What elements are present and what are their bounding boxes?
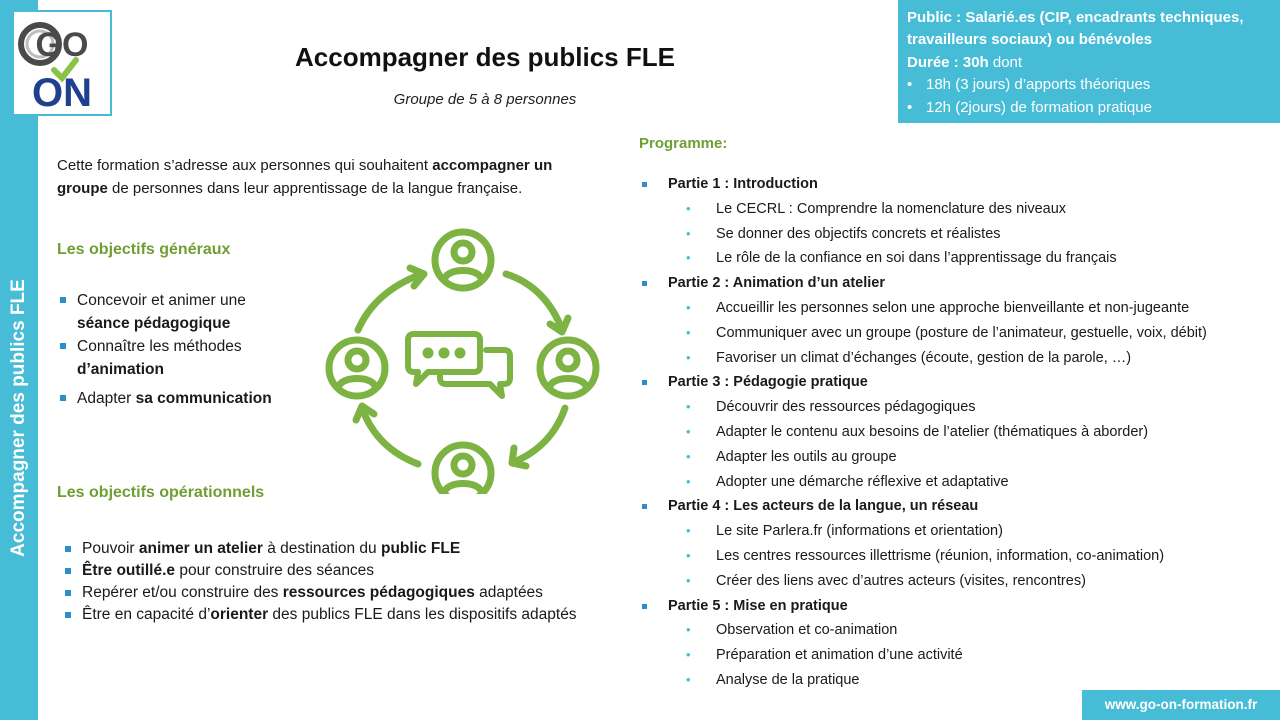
page-title: Accompagner des publics FLE [295, 42, 675, 72]
list-item [62, 560, 602, 582]
programme-item: • Observation et co-animation [640, 618, 1270, 643]
programme-item: • Se donner des objectifs concrets et réalistes [640, 222, 1270, 247]
item-bold: public FLE [380, 540, 461, 557]
objectifs-generaux-title: Les objectifs généraux [57, 241, 231, 258]
logo [12, 10, 112, 116]
programme-item: • Découvrir des ressources pédagogiques [640, 395, 1270, 420]
logo-go-text: GO [35, 26, 89, 64]
intro-bold: accompagner un [432, 157, 553, 174]
programme-item: • Adapter les outils au groupe [640, 445, 1270, 470]
programme-item: • Le site Parlera.fr (informations et orientation) [640, 519, 1270, 544]
public-line2: travailleurs sociaux) ou bénévoles [907, 31, 1153, 49]
programme-part: Partie 4 : Les acteurs de la langue, un réseau [640, 494, 1270, 519]
item-bold: ressources pédagogiques [282, 584, 475, 601]
item-text: Pouvoir [82, 540, 139, 557]
programme-item: • Les centres ressources illettrisme (réunion, information, co-animation) [640, 544, 1270, 569]
item-text: Connaître les méthodes [77, 338, 242, 355]
people-cycle-icon [318, 226, 604, 494]
intro-bold: groupe [57, 180, 108, 197]
programme-item: • Communiquer avec un groupe (posture de l’animateur, gestuelle, voix, débit) [640, 321, 1270, 346]
page-subtitle: Groupe de 5 à 8 personnes [393, 91, 577, 108]
programme-item: • Adopter une démarche réflexive et adaptative [640, 470, 1270, 495]
programme-item: • Accueillir les personnes selon une approche bienveillante et non-jugeante [640, 296, 1270, 321]
programme-item: • Le CECRL : Comprendre la nomenclature des niveaux [640, 197, 1270, 222]
programme-item: • Favoriser un climat d’échanges (écoute, gestion de la parole, …) [640, 346, 1270, 371]
objectifs-operationnels-title: Les objectifs opérationnels [57, 484, 265, 501]
public-label: Public : Salarié.es (CIP, encadrants techniques, [907, 9, 1244, 26]
list-item [57, 387, 297, 410]
item-text: à destination du [262, 540, 381, 557]
item-text: Être en capacité d’ [82, 606, 211, 623]
logo-on-text: ON [32, 71, 92, 114]
list-item [62, 604, 602, 626]
programme-part: Partie 3 : Pédagogie pratique [640, 370, 1270, 395]
person-bottom-icon [435, 445, 491, 494]
person-left-icon [329, 340, 385, 396]
info-box: Public : Salarié.es (CIP, encadrants techniques, travailleurs sociaux) ou bénévoles Durée : 30h dont • 18h (3 jours) d’apports théoriques • 12h (2jours) de formation pratique [898, 0, 1280, 123]
programme-part: Partie 2 : Animation d’un atelier [640, 271, 1270, 296]
item-bold: orienter [210, 606, 269, 623]
go-on-logo-icon [14, 12, 110, 114]
info-bullet: 12h (2jours) de formation pratique [926, 98, 1152, 116]
objectifs-generaux-list [57, 289, 297, 410]
programme-part: Partie 1 : Introduction [640, 172, 1270, 197]
item-bold: séance pédagogique [77, 315, 231, 332]
intro-text [57, 154, 607, 200]
item-text: des publics FLE dans les dispositifs adaptés [268, 606, 577, 623]
item-text: pour construire des séances [175, 562, 375, 579]
programme-part: Partie 5 : Mise en pratique [640, 594, 1270, 619]
list-item [57, 335, 297, 381]
programme-title: Programme: [639, 135, 728, 152]
person-top-icon [435, 232, 491, 288]
chat-bubbles-icon [408, 334, 510, 396]
item-text: Repérer et/ou construire des [82, 584, 283, 601]
list-item [62, 582, 602, 604]
programme-item: • Analyse de la pratique [640, 668, 1270, 693]
list-item [62, 538, 602, 560]
objectifs-operationnels-list [62, 538, 602, 626]
person-right-icon [540, 340, 596, 396]
intro-part: de personnes dans leur apprentissage de la langue française. [107, 180, 523, 197]
intro-part: Cette formation s’adresse aux personnes qui souhaitent [57, 157, 433, 174]
programme-item: • Le rôle de la confiance en soi dans l’apprentissage du français [640, 246, 1270, 271]
item-text: adaptées [474, 584, 543, 601]
item-text: Concevoir et animer une [77, 292, 246, 309]
programme-item: • Adapter le contenu aux besoins de l’atelier (thématiques à aborder) [640, 420, 1270, 445]
item-text: Adapter [77, 390, 136, 407]
sidebar-title: Accompagner des publics FLE [8, 279, 29, 557]
duree-suffix: dont [988, 53, 1023, 71]
programme-item: • Créer des liens avec d’autres acteurs (visites, rencontres) [640, 569, 1270, 594]
footer-url: www.go-on-formation.fr [1082, 690, 1280, 720]
info-bullet: 18h (3 jours) d’apports théoriques [926, 76, 1151, 94]
item-bold: sa communication [135, 390, 272, 407]
item-bold: d’animation [77, 361, 164, 378]
programme-item: • Préparation et animation d’une activité [640, 643, 1270, 668]
list-item [57, 289, 297, 335]
item-bold: Être outillé.e [82, 562, 176, 579]
programme-list [640, 172, 1270, 693]
item-bold: animer un atelier [138, 540, 263, 557]
duree-label: Durée : 30h [907, 53, 989, 71]
